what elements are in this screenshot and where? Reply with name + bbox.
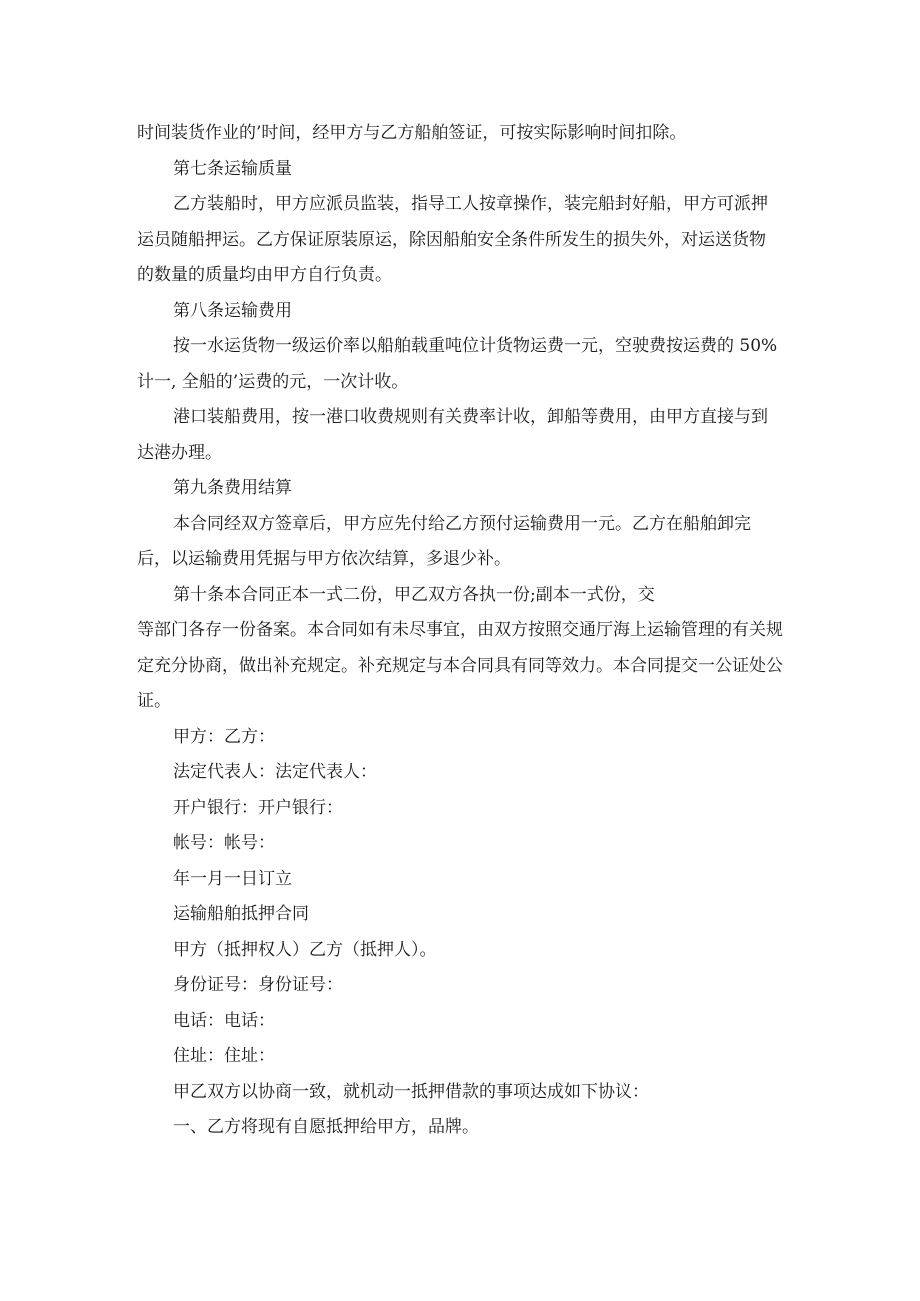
text-line: 按一水运货物一级运价率以船舶载重吨位计货物运费一元，空驶费按运费的 50% bbox=[173, 336, 778, 356]
section-heading-10: 第十条本合同正本一式二份，甲乙双方各执一份;副本一式份，交 bbox=[173, 584, 655, 605]
clause-line: 一、乙方将现有自愿抵押给甲方，品牌。 bbox=[173, 1117, 479, 1137]
representative-line: 法定代表人：法定代表人： bbox=[173, 762, 377, 782]
address-line: 住址：住址： bbox=[173, 1046, 275, 1066]
text-line: 证。 bbox=[137, 691, 171, 711]
contract-title: 运输船舶抵押合同 bbox=[173, 904, 309, 924]
text-line: 甲乙双方以协商一致，就机动一抵押借款的事项达成如下协议： bbox=[173, 1081, 649, 1102]
text-line: 港口装船费用，按一港口收费规则有关费率计收，卸船等费用，由甲方直接与到 bbox=[173, 407, 768, 427]
text-line: 后，以运输费用凭据与甲方依次结算，多退少补。 bbox=[137, 549, 511, 569]
text-line: 定充分协商，做出补充规定。补充规定与本合同具有同等效力。本合同提交一公证处公 bbox=[137, 655, 783, 676]
section-heading-8: 第八条运输费用 bbox=[173, 300, 292, 321]
party-line: 甲方（抵押权人）乙方（抵押人）。 bbox=[173, 939, 437, 960]
text-line: 等部门各存一份备案。本合同如有未尽事宜，由双方按照交通厅海上运输管理的有关规 bbox=[137, 620, 783, 640]
phone-line: 电话：电话： bbox=[173, 1010, 275, 1031]
text-line: 计一, 全船的’运费的元，一次计收。 bbox=[137, 371, 409, 392]
text-line: 运员随船押运。乙方保证原装原运，除因船舶安全条件所发生的损失外，对运送货物 bbox=[137, 229, 766, 250]
date-line: 年一月一日订立 bbox=[173, 868, 292, 889]
bank-line: 开户银行：开户银行： bbox=[173, 797, 343, 818]
section-heading-9: 第九条费用结算 bbox=[173, 478, 292, 498]
account-line: 帐号：帐号： bbox=[173, 833, 275, 853]
text-line: 的数量的质量均由甲方自行负责。 bbox=[137, 265, 392, 285]
section-heading-7: 第七条运输质量 bbox=[173, 158, 292, 179]
text-line: 本合同经双方签章后，甲方应先付给乙方预付运输费用一元。乙方在船舶卸完 bbox=[173, 513, 751, 534]
text-line: 时间装货作业的’时间，经甲方与乙方船舶签证，可按实际影响时间扣除。 bbox=[137, 123, 687, 143]
document-page bbox=[137, 116, 787, 1146]
text-line: 达港办理。 bbox=[137, 442, 222, 463]
text-line: 乙方装船时，甲方应派员监装，指导工人按章操作，装完船封好船，甲方可派押 bbox=[173, 194, 768, 214]
id-number-line: 身份证号：身份证号： bbox=[173, 975, 343, 995]
party-line: 甲方：乙方： bbox=[173, 726, 275, 747]
